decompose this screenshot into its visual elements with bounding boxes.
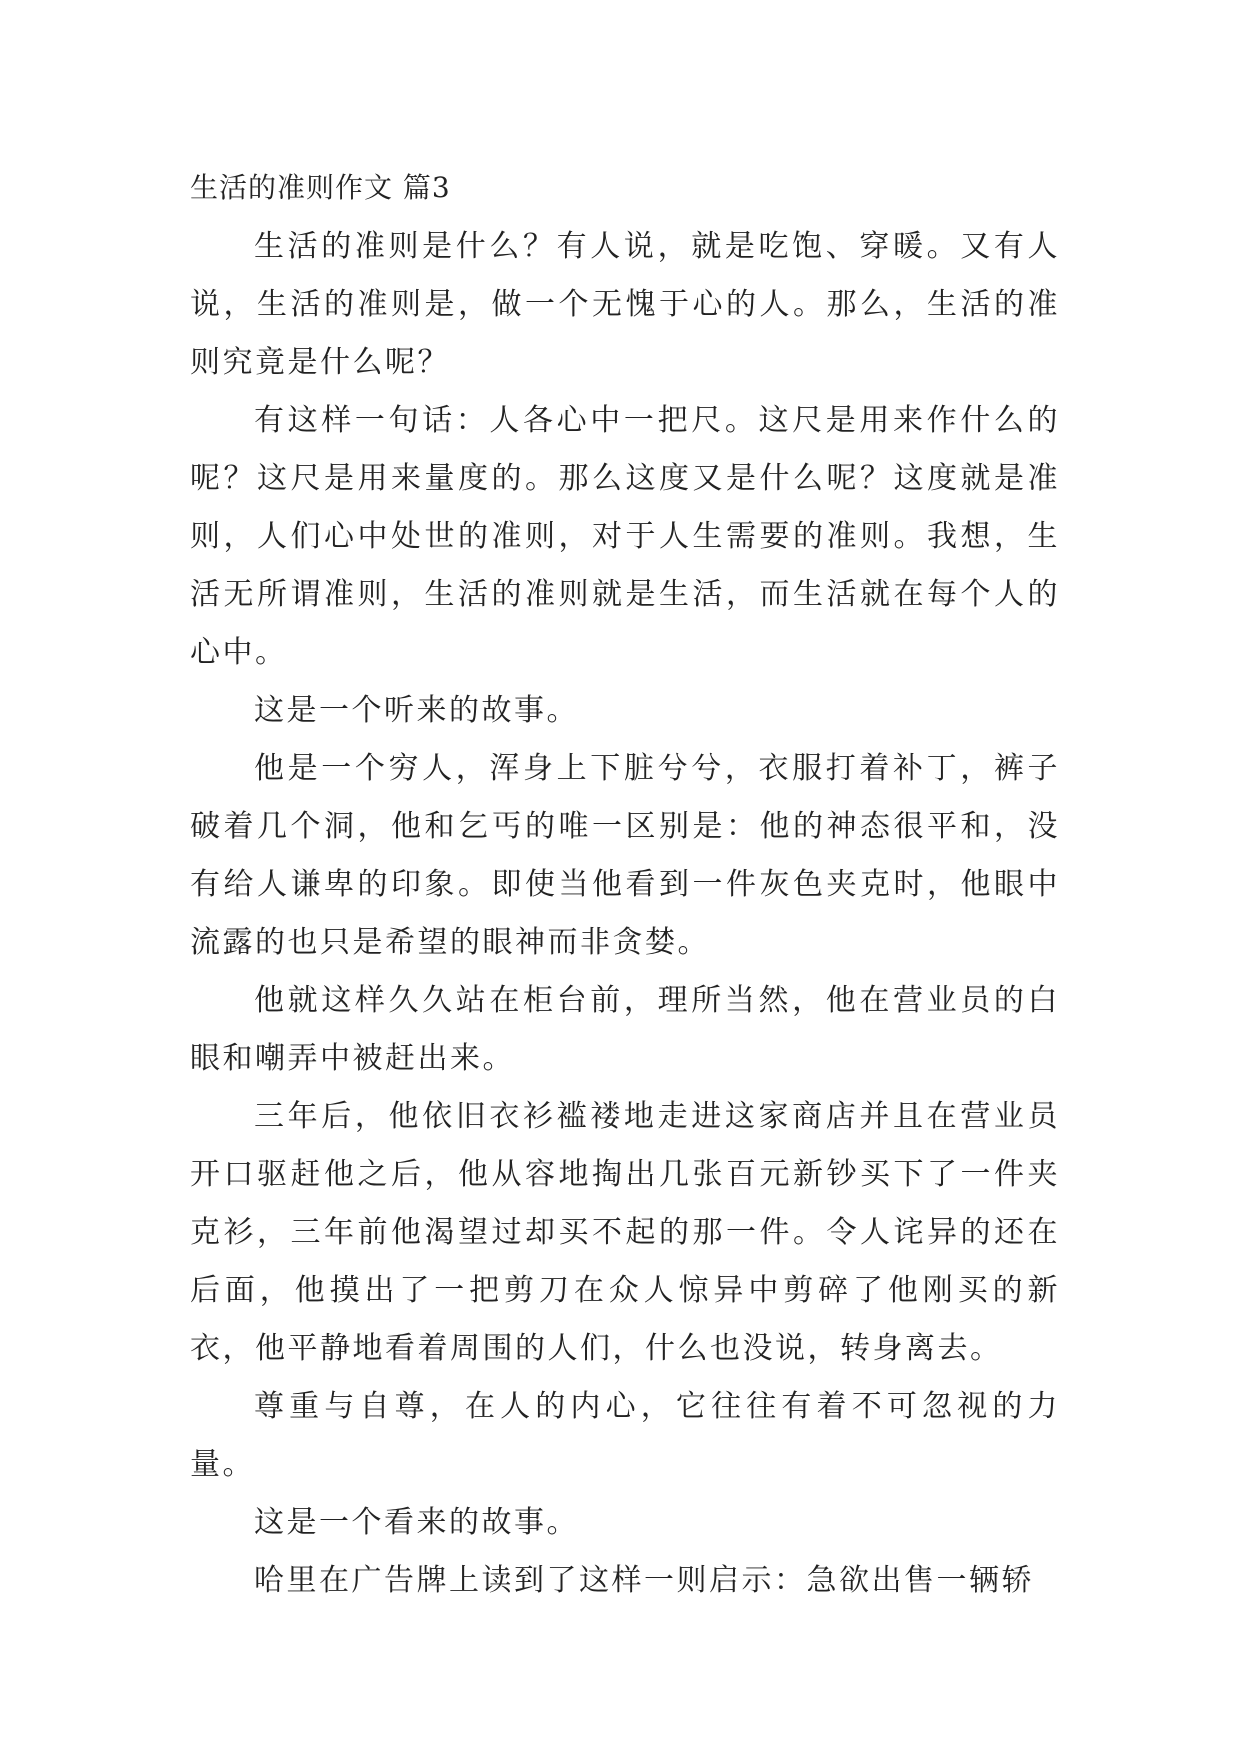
- paragraph: 三年后，他依旧衣衫褴褛地走进这家商店并且在营业员开口驱赶他之后，他从容地掏出几张百元新钞买下了一件夹克衫，三年前他渴望过却买不起的那一件。令人诧异的还在后面，他摸出了一把剪刀在众人惊异中剪碎了他刚买的新衣，他平静地看着周围的人们，什么也没说，转身离去。: [190, 1099, 1060, 1366]
- document-title: 生活的准则作文 篇3: [190, 171, 451, 204]
- paragraph: 哈里在广告牌上读到了这样一则启示：急欲出售一辆轿: [254, 1563, 1034, 1598]
- document-body: [190, 158, 1060, 1610]
- paragraph: 这是一个听来的故事。: [254, 693, 579, 728]
- paragraph: 有这样一句话：人各心中一把尺。这尺是用来作什么的呢？这尺是用来量度的。那么这度又是什么呢？这度就是准则，人们心中处世的准则，对于人生需要的准则。我想，生活无所谓准则，生活的准则就是生活，而生活就在每个人的心中。: [190, 403, 1060, 670]
- paragraph: 生活的准则是什么？有人说，就是吃饱、穿暖。又有人说，生活的准则是，做一个无愧于心的人。那么，生活的准则究竟是什么呢？: [190, 229, 1060, 380]
- paragraph: 他是一个穷人，浑身上下脏兮兮，衣服打着补丁，裤子破着几个洞，他和乞丐的唯一区别是：他的神态很平和，没有给人谦卑的印象。即使当他看到一件灰色夹克时，他眼中流露的也只是希望的眼神而非贪婪。: [190, 751, 1060, 960]
- paragraph: 这是一个看来的故事。: [254, 1505, 579, 1540]
- paragraph: 他就这样久久站在柜台前，理所当然，他在营业员的白眼和嘲弄中被赶出来。: [190, 983, 1060, 1076]
- paragraph: 尊重与自尊，在人的内心，它往往有着不可忽视的力量。: [190, 1389, 1060, 1482]
